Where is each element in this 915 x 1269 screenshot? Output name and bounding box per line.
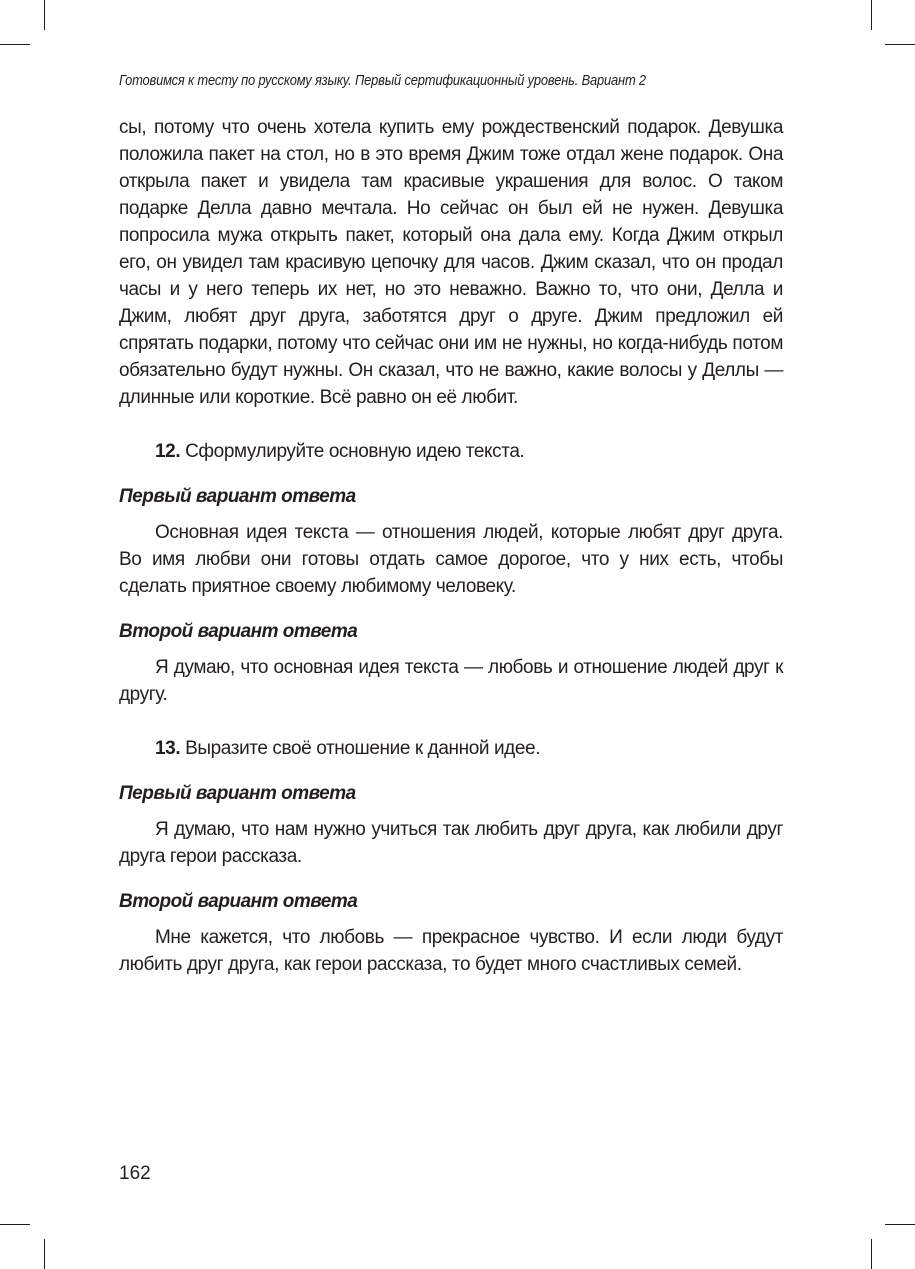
- crop-mark-top-right: [871, 0, 872, 30]
- question-12: [119, 438, 783, 465]
- answer-text: Мне кажется, что любовь — прекрасное чувство. И если люди будут любить друг друга, как герои рассказа, то будет много счастливых семей.: [119, 927, 783, 975]
- question-number: 12.: [155, 441, 181, 462]
- crop-mark-top-left: [44, 0, 45, 30]
- answer-text: Я думаю, что основная идея текста — любовь и отношение людей друг к другу.: [119, 657, 783, 705]
- answer-text: Основная идея текста — отношения людей, которые любят друг друга. Во имя любви они готовы отдать самое дорогое, что у них есть, чтобы сделать приятное своему любимому человеку.: [119, 522, 783, 597]
- crop-mark-bottom-left: [44, 1239, 45, 1269]
- crop-mark-bottom-right: [871, 1239, 872, 1269]
- running-head: Готовимся к тесту по русскому языку. Первый сертификационный уровень. Вариант 2: [119, 72, 646, 89]
- crop-mark-top-right: [885, 44, 915, 45]
- answer-heading: Первый вариант ответа: [119, 783, 356, 804]
- page-number: 162: [119, 1163, 151, 1184]
- answer-heading: Второй вариант ответа: [119, 621, 358, 642]
- page-content: [119, 114, 783, 978]
- question-number: 13.: [155, 738, 181, 759]
- question-13: [119, 735, 783, 762]
- answer-heading: Второй вариант ответа: [119, 891, 358, 912]
- question-text: Выразите своё отношение к данной идее.: [185, 738, 541, 759]
- story-paragraph: сы, потому что очень хотела купить ему рождественский подарок. Девушка положила пакет на стол, но в это время Джим тоже отдал жене подарок. Она открыла пакет и увидела там красивые украшения для волос. О таком подарке Делла давно мечтала. Но сейчас он был ей не нужен. Девушка попросила мужа открыть пакет, который она дала ему. Когда Джим открыл его, он увидел там красивую цепочку для часов. Джим сказал, что он продал часы и у него теперь их нет, но это неважно. Важно то, что они, Делла и Джим, любят друг друга, заботятся друг о друге. Джим предложил ей спрятать подарки, потому что сейчас они им не нужны, но когда-нибудь потом обязательно будут нужны. Он сказал, что не важно, какие волосы у Деллы — длинные или короткие. Всё равно он её любит.: [119, 117, 783, 408]
- crop-mark-top-left: [0, 44, 30, 45]
- question-text: Сформулируйте основную идею текста.: [185, 441, 525, 462]
- answer-heading: Первый вариант ответа: [119, 486, 356, 507]
- crop-mark-bottom-right: [885, 1224, 915, 1225]
- answer-text: Я думаю, что нам нужно учиться так любить друг друга, как любили друг друга герои рассказа.: [119, 819, 783, 867]
- crop-mark-bottom-left: [0, 1224, 30, 1225]
